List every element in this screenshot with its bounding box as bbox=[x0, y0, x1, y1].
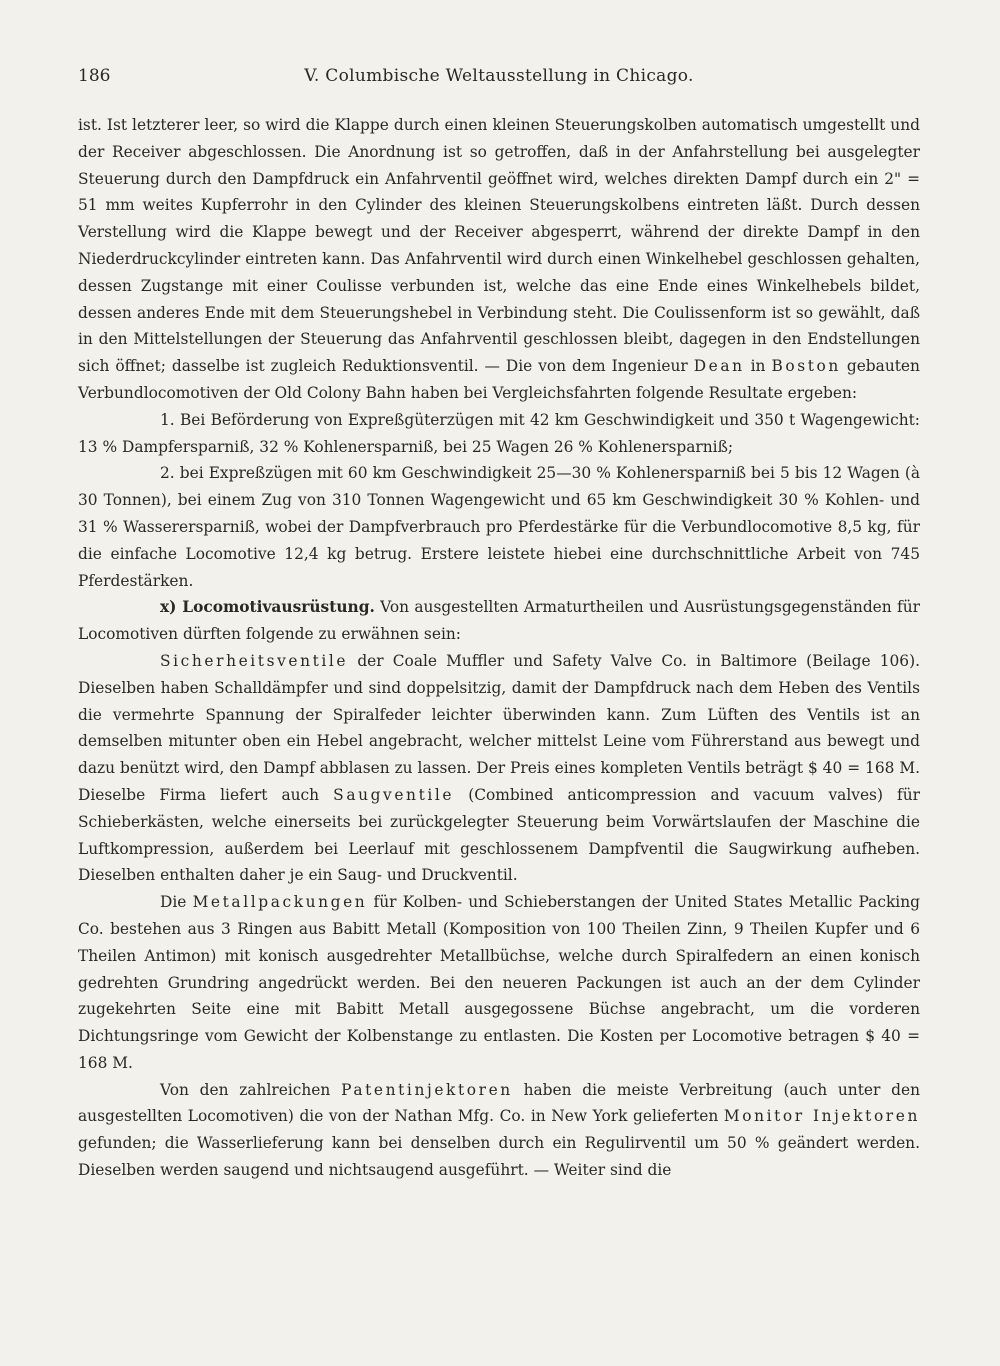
engineer-name: Dean bbox=[693, 357, 745, 376]
section-heading: x) Locomotivausrüstung. bbox=[160, 598, 375, 617]
paragraph-metallpackungen bbox=[78, 889, 920, 1077]
paragraph-text: ist. Ist letzterer leer, so wird die Klappe durch einen kleinen Steuerungskolben automatisch umgestellt und der Receiver abgeschlossen. Die Anordnung ist so getroffen, daß in der Anfahrstellung bei ausgelegter Steuerung durch den Dampfdruck ein Anfahrventil geöffnet wird, welches direkten Dampf durch ein 2" = 51 mm weites Kupferrohr in den Cylinder des kleinen Steuerungskolbens eintreten läßt. Durch dessen Verstellung wird die Klappe bewegt und der Receiver abgesperrt, während der direkte Dampf in den Niederdruckcylinder eintreten kann. Das Anfahrventil wird durch einen Winkelhebel geschlossen gehalten, dessen Zugstange mit einer Coulisse verbunden ist, welche das eine Ende eines Winkelhebels bildet, dessen anderes Ende mit dem Steuerungshebel in Verbindung steht. Die Coulissenform ist so gewählt, daß in den Mittelstellungen der Steuerung das Anfahrventil geschlossen bleibt, dagegen in den Endstellungen sich öffnet; dasselbe ist zugleich Reduktionsventil. — Die von dem Ingenieur bbox=[78, 116, 920, 376]
result-item-1: 1. Bei Beförderung von Expreßgüterzügen mit 42 km Geschwindigkeit und 350 t Wagengewicht: 13 % Dampfersparniß, 32 % Kohlenersparniß, bei 25 Wagen 26 % Kohlenersparniß; bbox=[78, 410, 920, 456]
city-name: Boston bbox=[771, 357, 841, 376]
page-number: 186 bbox=[78, 66, 111, 86]
paragraph-text: Die bbox=[160, 893, 187, 912]
term-sicherheitsventile: Sicherheitsventile bbox=[160, 651, 349, 670]
page-header bbox=[78, 62, 920, 92]
paragraph-text: in bbox=[750, 357, 766, 376]
term-patentinjektoren: Patentinjektoren bbox=[341, 1080, 513, 1099]
paragraph-sicherheitsventile bbox=[78, 648, 920, 889]
body-text bbox=[78, 112, 920, 1184]
paragraph-anfahrventil bbox=[78, 112, 920, 407]
paragraph-text: (Combined anticompression and vacuum valves) für Schieberkästen, welche einerseits bei zurückgelegter Steuerung beim Vorwärtslaufen der Maschine die Luftkompression, außerdem bei Leerlauf mit geschlossenem Dampfventil die Saugwirkung aufheben. Dieselben enthalten daher je ein Saug- und Druckventil. bbox=[78, 785, 920, 885]
term-metallpackungen: Metallpackungen bbox=[192, 893, 368, 912]
section-locomotivausruestung bbox=[78, 594, 920, 648]
paragraph-text: haben die meiste Verbreitung (auch unter den ausgestellten Locomotiven) die von der Nathan Mfg. Co. in New York gelieferten bbox=[78, 1080, 920, 1126]
paragraph-text: Von den zahlreichen bbox=[160, 1080, 331, 1099]
term-monitor-injektoren: Monitor Injektoren bbox=[723, 1107, 920, 1126]
result-item-2: 2. bei Expreßzügen mit 60 km Geschwindigkeit 25—30 % Kohlenersparniß bei 5 bis 12 Wagen (à 30 Tonnen), bei einem Zug von 310 Tonnen Wagengewicht und 65 km Geschwindigkeit 30 % Kohlen- und 31 % Wasserersparniß, wobei der Dampfverbrauch pro Pferdestärke für die Verbundlocomotive 8,5 kg, für die einfache Locomotive 12,4 kg betrug. Erstere leistete hiebei eine durchschnittliche Arbeit von 745 Pferdestärken. bbox=[78, 464, 920, 590]
running-title: V. Columbische Weltausstellung in Chicago. bbox=[304, 66, 694, 86]
paragraph-text: der Coale Muffler und Safety Valve Co. in Baltimore (Beilage 106). Dieselben haben Schalldämpfer und sind doppelsitzig, damit der Dampfdruck nach dem Heben des Ventils die vermehrte Spannung der Spiralfeder leichter überwinden kann. Zum Lüften des Ventils ist an demselben mitunter oben ein Hebel angebracht, welcher mittelst Leine vom Führerstand aus bewegt und dazu benützt wird, den Dampf abblasen zu lassen. Der Preis eines kompleten Ventils beträgt $ 40 = 168 M. Dieselbe Firma liefert auch bbox=[78, 651, 920, 804]
paragraph-injektoren bbox=[78, 1077, 920, 1184]
paragraph-text: gefunden; die Wasserlieferung kann bei denselben durch ein Regulirventil um 50 % geändert werden. Dieselben werden saugend und nichtsaugend ausgeführt. — Weiter sind die bbox=[78, 1134, 920, 1180]
paragraph-text: Von ausgestellten Armaturtheilen und Ausrüstungsgegenständen für Locomotiven dürften folgende zu erwähnen sein: bbox=[78, 598, 920, 644]
paragraph-text: für Kolben- und Schieberstangen der United States Metallic Packing Co. bestehen aus 3 Ringen aus Babitt Metall (Komposition von 100 Theilen Zinn, 9 Theilen Kupfer und 6 Theilen Antimon) mit konisch ausgedrehter Metallbüchse, welche durch Spiralfedern an einen konisch gedrehten Grundring angedrückt werden. Bei den neueren Packungen ist auch an der dem Cylinder zugekehrten Seite eine mit Babitt Metall ausgegossene Büchse angebracht, um die vorderen Dichtungsringe vom Gewicht der Kolbenstange zu entlasten. Die Kosten per Locomotive betragen $ 40 = 168 M. bbox=[78, 893, 920, 1072]
term-saugventile: Saugventile bbox=[333, 785, 455, 804]
paragraph-text: gebauten Verbundlocomotiven der Old Colony Bahn haben bei Vergleichsfahrten folgende Resultate ergeben: bbox=[78, 357, 920, 402]
